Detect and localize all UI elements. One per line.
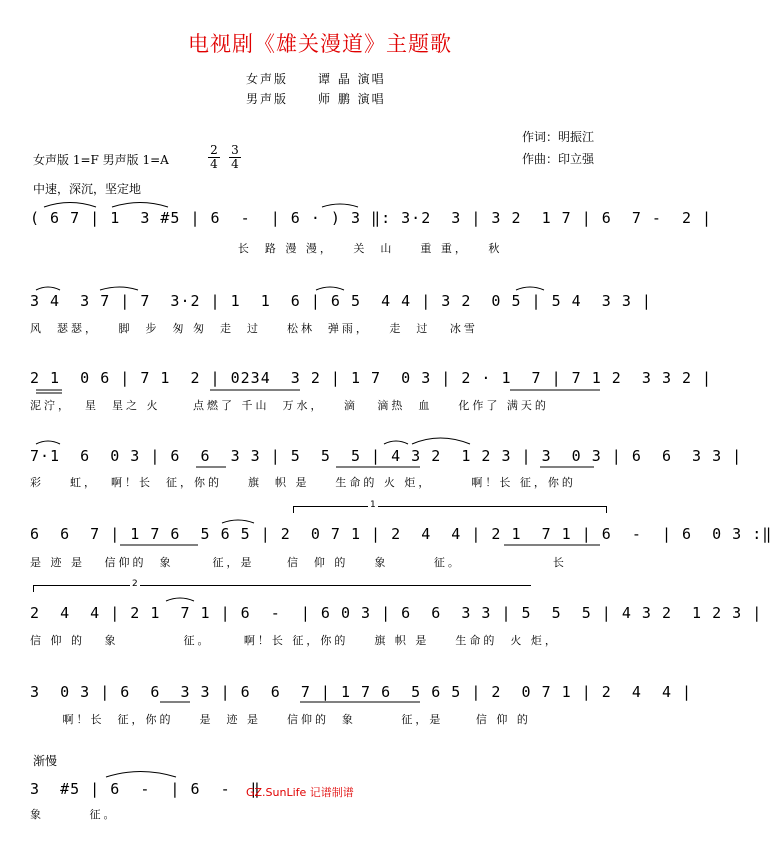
female-singer: 谭 晶 演唱 (318, 72, 386, 86)
notation-row-6: 2 4 4 | 2 1 7 1 | 6 - | 6 0 3 | 6 6 3 3 | 5 5 5 | 4 3 2 1 2 3 | (30, 604, 763, 622)
notation-row-2: 3 4 3 7 | 7 3·2 | 1 1 6 | 6 5 4 4 | 3 2 0 5 | 5 4 3 3 | (30, 292, 652, 310)
slur-mark (316, 287, 344, 290)
slur-mark (412, 438, 470, 444)
lyrics-row-8: 象 征。 (30, 808, 118, 821)
lyrics-row-6: 信 仰 的 象 征。 啊！长 征，你的 旗 帜 是 生命的 火 炬， (30, 634, 559, 647)
slur-mark (516, 287, 544, 290)
volta-1-label: 1 (370, 500, 376, 510)
notation-row-3: 2 1 0 6 | 7 1 2 | 0234 3 2 | 1 7 0 3 | 2 · 1 7 | 7 1 2 3 3 2 | (30, 369, 713, 387)
lyrics-row-3: 泥泞， 星 星之 火 点燃了 千山 万水， 滴 滴热 血 化作了 满天的 (30, 399, 549, 412)
male-singer: 师 鹏 演唱 (318, 92, 386, 106)
notation-row-7: 3 0 3 | 6 6 3 3 | 6 6 7 | 1 7 6 5 6 5 | 2 0 7 1 | 2 4 4 | (30, 683, 693, 701)
slur-mark (112, 203, 168, 208)
female-version-label: 女声版 (246, 72, 289, 86)
watermark: GZ.SunLife 记谱制谱 (246, 786, 354, 799)
tempo-marking: 中速，深沉，坚定地 (33, 182, 142, 196)
volta-2-label: 2 (132, 579, 138, 589)
lyrics-row-2: 风 瑟瑟， 脚 步 匆 匆 走 过 松林 弹雨， 走 过 冰雪 (30, 322, 478, 335)
lyrics-row-4: 彩 虹， 啊！长 征，你的 旗 帜 是 生命的 火 炬， 啊！长 征，你的 (30, 476, 576, 489)
lyrics-row-7: 啊！长 征，你的 是 迹 是 信仰的 象 征，是 信 仰 的 (30, 713, 531, 726)
song-title: 电视剧《雄关漫道》主题歌 (188, 32, 452, 56)
notation-row-5: 6 6 7 | 1 7 6 5 6 5 | 2 0 7 1 | 2 4 4 | 2 1 7 1 | 6 - | 6 0 3 :‖ (30, 525, 772, 543)
time2-numerator: 3 (229, 144, 241, 158)
slur-mark (36, 287, 60, 290)
slur-mark (222, 520, 254, 523)
slur-mark (322, 204, 358, 207)
key-signature: 女声版 1=F 男声版 1=A (33, 153, 169, 167)
time2-denominator: 4 (231, 157, 239, 171)
slur-mark (106, 772, 176, 778)
ritardando-marking: 渐慢 (33, 754, 58, 768)
notation-row-4: 7·1 6 0 3 | 6 6 3 3 | 5 5 5 | 4 3 2 1 2 3 | 3 0 3 | 6 6 3 3 | (30, 447, 743, 465)
notation-row-1: ( 6 7 | 1 3 #5 | 6 - | 6 · ) 3 ‖: 3·2 3 | 3 2 1 7 | 6 7 - 2 | (30, 209, 713, 227)
lyrics-row-1: 长 路 漫 漫， 关 山 重 重， 秋 (30, 242, 503, 255)
time1-numerator: 2 (208, 144, 220, 158)
slur-mark (100, 287, 138, 290)
notation-row-8: 3 #5 | 6 - | 6 - ‖ (30, 780, 261, 798)
slur-mark (44, 203, 96, 208)
composer-credit: 作曲：印立强 (522, 152, 595, 166)
lyrics-row-5: 是 迹 是 信仰的 象 征，是 信 仰 的 象 征。 长 (30, 556, 567, 569)
time1-denominator: 4 (210, 157, 218, 171)
slur-mark (384, 441, 408, 444)
slur-mark (36, 441, 60, 444)
slur-mark (166, 598, 194, 601)
male-version-label: 男声版 (246, 92, 289, 106)
lyricist-credit: 作词：明振江 (522, 130, 595, 144)
